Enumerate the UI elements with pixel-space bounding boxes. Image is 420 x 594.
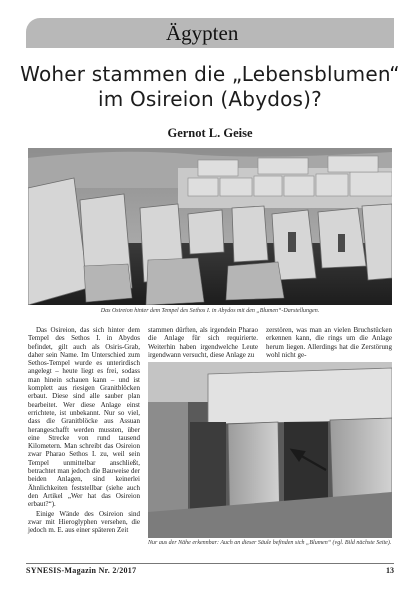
body-paragraph: zerstören, was man an vielen Bruchstücken erkennen kann, die rings um die Anlage herum liegen. Allerdings hat die Zerstörung wohl nicht ge-	[266, 326, 392, 359]
pillar-photo-caption: Nur aus der Nähe erkennbar: Auch an dieser Säule befinden sich „Blumen“ (vgl. Bild nächste Seite).	[148, 540, 392, 546]
body-column-1	[28, 326, 140, 534]
article-title-line-2: im Osireion (Abydos)?	[97, 87, 322, 111]
footer-divider	[26, 563, 394, 564]
osireion-panorama-photo	[28, 148, 392, 305]
body-column-3	[266, 326, 392, 359]
body-column-2	[148, 326, 258, 359]
article-title	[0, 62, 420, 112]
body-paragraph: stammen dürften, als irgendein Pharao die Anlage für sich requirierte. Weiterhin haben irgendwelche Leute irgendwann versucht, diese Anlage zu	[148, 326, 258, 359]
pillar-closeup-photo	[148, 362, 392, 538]
article-title-line-1: Woher stammen die „Lebensblumen“	[20, 62, 400, 86]
footer-magazine-name: SYNESIS-Magazin Nr. 2/2017	[26, 566, 137, 575]
top-photo-caption: Das Osireion hinter dem Tempel des Sethos I. in Abydos mit den „Blumen“-Darstellungen.	[100, 308, 320, 314]
section-title: Ägypten	[166, 21, 239, 45]
article-author: Gernot L. Geise	[167, 126, 253, 140]
body-paragraph: Einige Wände des Osireion sind zwar mit Hieroglyphen versehen, die jedoch m. E. aus einer späteren Zeit	[28, 509, 140, 535]
body-paragraph: Das Osireion, das sich hinter dem Tempel des Sethos I. in Abydos befindet, gilt auch als Osiris-Grab, daher sein Name. Im Unterschied zum Sethos-Tempel wurde es unterirdisch angelegt – heute liegt es frei, sodass man hinein schauen kann – und ist komplett aus riesigen Granitblöcken erbaut. Diese sind alle sauber plan bearbeitet. Wer diese Anlage einst errichtete, ist unbekannt. Nur so viel, dass die Granitblöcke aus Assuan herangeschafft werden mussten, über eine Strecke von rund tausend Kilometern. Man schreibt das Osireion zwar Pharao Sethos I. zu, weil sein Tempel unmittelbar anschließt, betrachtet man jedoch die Bauweise der beiden Anlagen, sind keinerlei Ähnlichkeiten feststellbar (siehe auch den Artikel „Wer hat das Osireion erbaut?“).	[28, 326, 140, 509]
footer-page-number: 13	[386, 566, 394, 575]
